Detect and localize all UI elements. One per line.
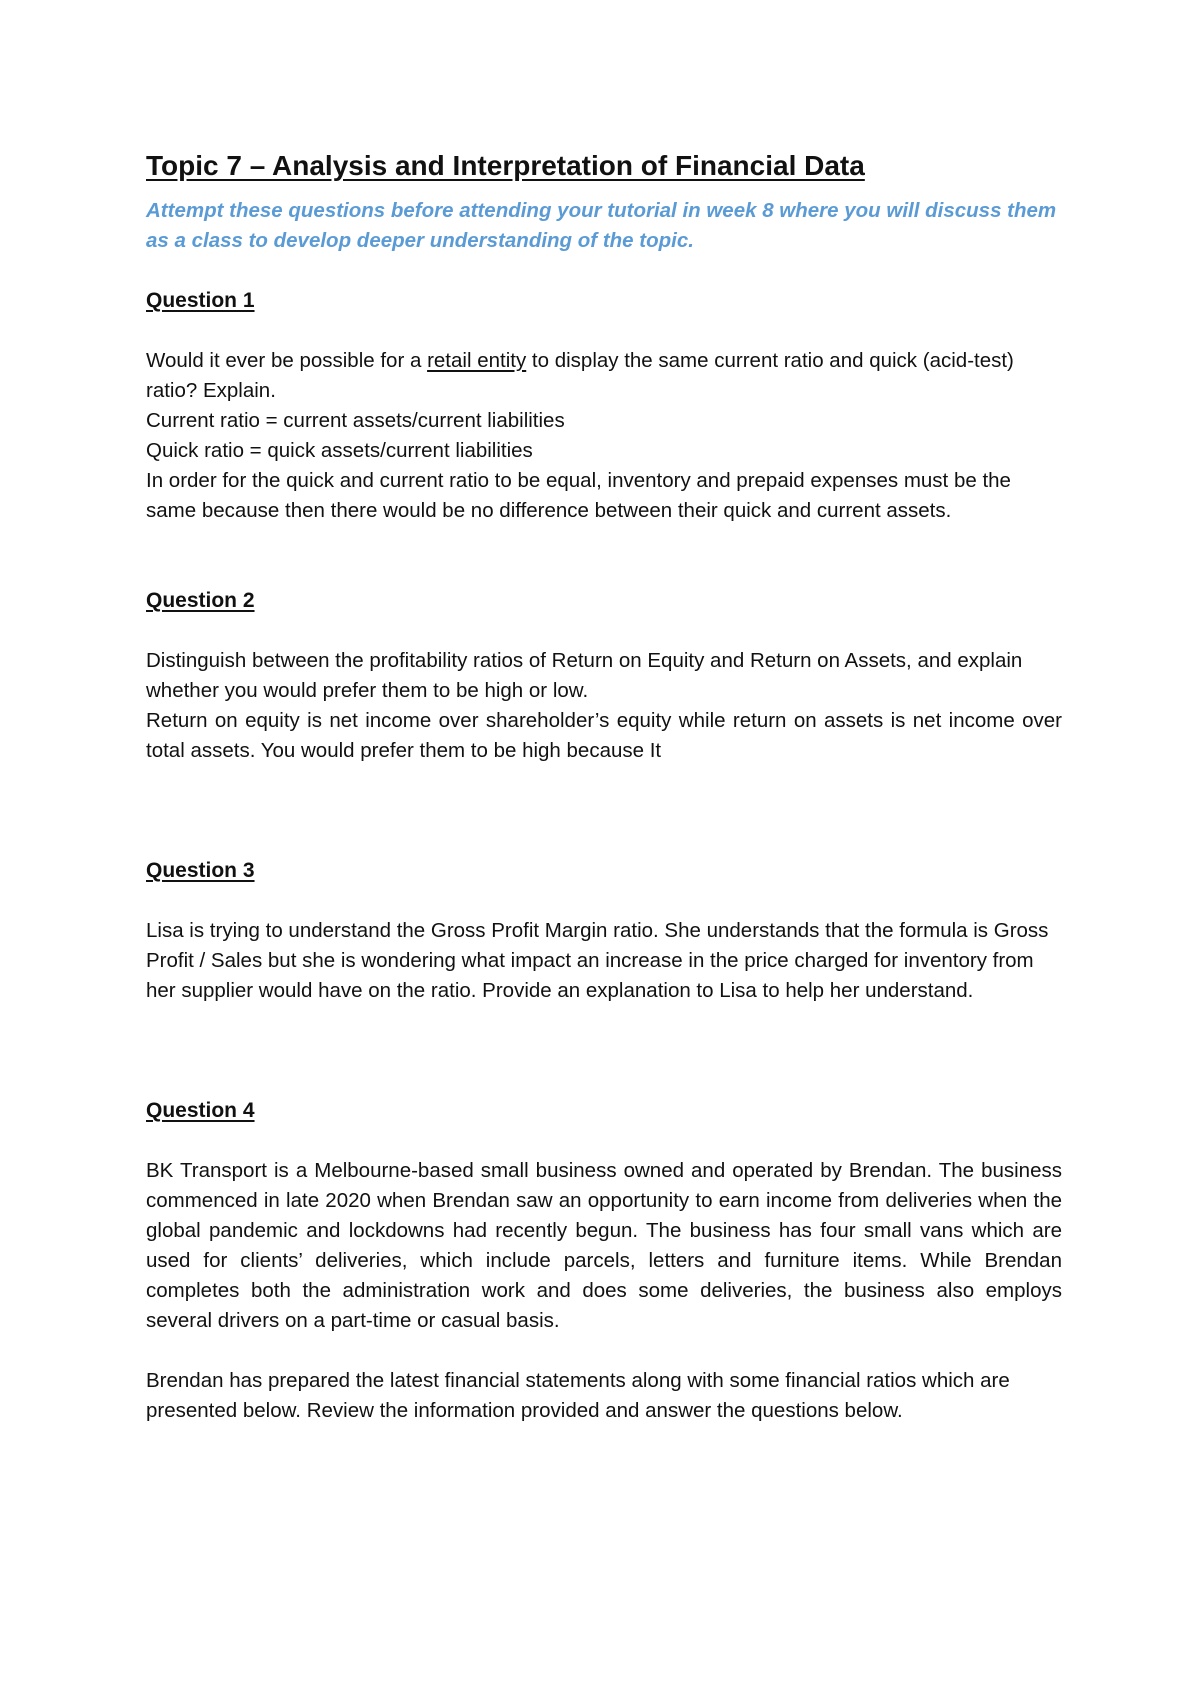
question-4-scenario: BK Transport is a Melbourne-based small business owned and operated by Brendan. The business commenced in late 2020 when Brendan saw an opportunity to earn income from deliveries when the global pandemic and lockdowns had recently begun. The business has four small vans which are used for clients’ deliveries, which include parcels, letters and furniture items. While Brendan completes both the administration work and does some deliveries, the business also employs several drivers on a part-time or casual basis. <box>146 1159 1062 1332</box>
question-3-heading: Question 3 <box>146 859 255 882</box>
page-title: Topic 7 – Analysis and Interpretation of Financial Data <box>146 150 865 181</box>
question-2-answer: Return on equity is net income over shareholder’s equity while return on assets is net income over total assets. You would prefer them to be high because It <box>146 709 1062 762</box>
question-1-prompt <box>146 346 1062 406</box>
intro-instructions: Attempt these questions before attending your tutorial in week 8 where you will discuss them as a class to develop deeper understanding of the topic. <box>146 199 1057 252</box>
question-1-heading: Question 1 <box>146 289 255 312</box>
question-2-heading: Question 2 <box>146 589 255 612</box>
question-2-section <box>146 586 1062 766</box>
document-page <box>146 146 1062 1426</box>
question-1-section <box>146 286 1062 526</box>
question-1-answer-current-ratio: Current ratio = current assets/current liabilities <box>146 409 565 432</box>
question-3-section <box>146 856 1062 1006</box>
question-1-answer-quick-ratio: Quick ratio = quick assets/current liabilities <box>146 439 533 462</box>
question-1-prompt-after: to display the same current ratio and quick (acid-test) ratio? Explain. <box>146 349 1014 402</box>
question-2-prompt: Distinguish between the profitability ratios of Return on Equity and Return on Assets, and explain whether you would prefer them to be high or low. <box>146 649 1023 702</box>
question-3-prompt: Lisa is trying to understand the Gross Profit Margin ratio. She understands that the formula is Gross Profit / Sales but she is wondering what impact an increase in the price charged for inventory from her supplier would have on the ratio. Provide an explanation to Lisa to help her understand. <box>146 919 1049 1002</box>
question-4-heading: Question 4 <box>146 1099 255 1122</box>
question-4-section <box>146 1096 1062 1426</box>
retail-entity-underlined: retail entity <box>427 349 527 372</box>
question-1-prompt-before: Would it ever be possible for a <box>146 349 428 372</box>
question-4-instructions: Brendan has prepared the latest financial statements along with some financial ratios which are presented below. Review the information provided and answer the questions below. <box>146 1369 1010 1422</box>
question-1-answer-explanation: In order for the quick and current ratio to be equal, inventory and prepaid expenses must be the same because then there would be no difference between their quick and current assets. <box>146 469 1011 522</box>
